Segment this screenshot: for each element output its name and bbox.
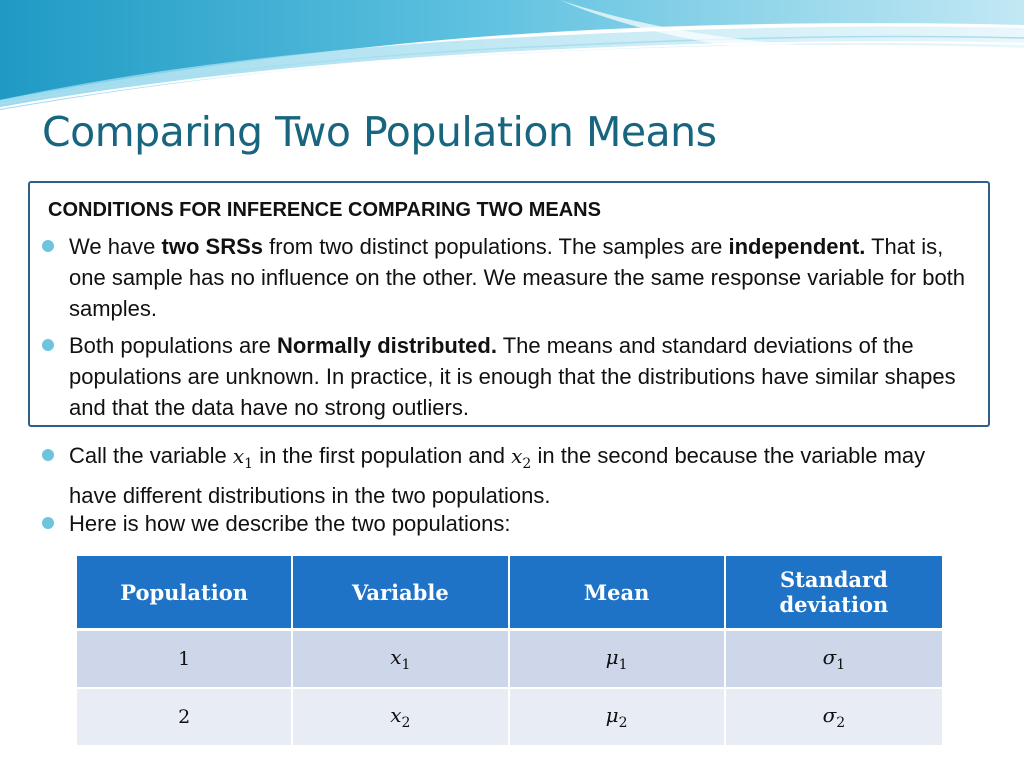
table-row bbox=[77, 689, 942, 747]
conditions-heading: CONDITIONS FOR INFERENCE COMPARING TWO MEANS bbox=[48, 199, 601, 221]
math-x2: $x_2$ bbox=[511, 444, 532, 472]
header-variable: Variable bbox=[293, 556, 509, 631]
cell-variable: $x_1$ bbox=[293, 631, 509, 689]
math-x1: $x_1$ bbox=[232, 444, 254, 472]
emphasis-normally-distributed: Normally distributed. bbox=[276, 333, 497, 358]
slide-title: Comparing Two Population Means bbox=[42, 108, 717, 156]
emphasis-two-srss: two SRSs bbox=[161, 234, 264, 259]
table-row bbox=[77, 631, 942, 689]
bullet-call-variable: Call the variable $x_1$ in the first population and $x_2$ in the second because the variable may have different distributions in the two populations. bbox=[69, 443, 926, 508]
header-mean: Mean bbox=[510, 556, 726, 631]
populations-table bbox=[77, 556, 942, 747]
cell-sd: $\sigma_1$ bbox=[726, 631, 942, 689]
table-header-row bbox=[77, 556, 942, 631]
bullet-dot-4 bbox=[42, 517, 54, 529]
cell-mean: $\mu_2$ bbox=[510, 689, 726, 747]
emphasis-independent: independent. bbox=[728, 234, 866, 259]
bullet-two-srss: We have two SRSs from two distinct populations. The samples are independent. That is, one sample has no influence on the other. We measure the same response variable for both samples. bbox=[69, 234, 966, 321]
cell-variable: $x_2$ bbox=[293, 689, 509, 747]
header-population: Population bbox=[77, 556, 293, 631]
cell-sd: $\sigma_2$ bbox=[726, 689, 942, 747]
cell-population: 2 bbox=[77, 689, 293, 747]
bullet-dot-1 bbox=[42, 240, 54, 252]
bullet-dot-3 bbox=[42, 449, 54, 461]
bullet-normally-distributed: Both populations are Normally distributed. The means and standard deviations of the populations are unknown. In practice, it is enough that the distributions have similar shapes and that the data have no strong outliers. bbox=[69, 333, 956, 420]
bullet-describe-populations: Here is how we describe the two populations: bbox=[69, 511, 511, 536]
header-standard-deviation: Standard deviation bbox=[726, 556, 942, 631]
bullet-dot-2 bbox=[42, 339, 54, 351]
header-wave-decoration bbox=[0, 0, 1024, 110]
cell-mean: $\mu_1$ bbox=[510, 631, 726, 689]
cell-population: 1 bbox=[77, 631, 293, 689]
